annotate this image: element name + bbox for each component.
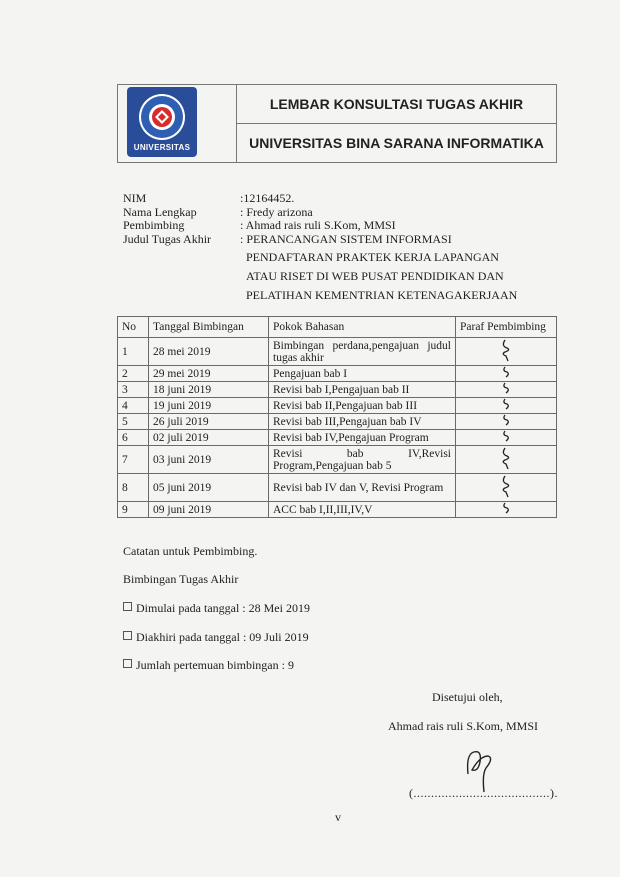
university-logo [127,87,197,157]
row-date: 09 juni 2019 [149,502,269,518]
checkbox-icon [123,659,132,668]
row-no: 9 [118,502,149,518]
table-row [118,446,557,474]
paraf-signature-icon [491,338,521,362]
thesis-title-line: PENDAFTARAN PRAKTEK KERJA LAPANGAN [246,250,499,265]
name-label: Nama Lengkap [123,204,197,219]
info-row-nim [123,192,550,206]
advisor-value: : Ahmad rais ruli S.Kom, MMSI [240,218,396,233]
row-no: 3 [118,382,149,398]
row-date: 19 juni 2019 [149,398,269,414]
row-signature [456,366,557,382]
paraf-signature-icon [491,446,521,470]
notes-start-item [123,601,310,616]
row-date: 05 juni 2019 [149,474,269,502]
row-topic: Revisi bab IV,Revisi Program,Pengajuan bab 5 [269,446,456,474]
row-signature [456,382,557,398]
approver-name: Ahmad rais ruli S.Kom, MMSI [388,719,538,733]
thesis-title-line: ATAU RISET DI WEB PUSAT PENDIDIKAN DAN [246,268,504,283]
table-header-row [118,317,557,338]
approved-by-label: Disetujui oleh, [432,690,503,704]
col-topic: Pokok Bahasan [269,317,456,338]
table-row [118,502,557,518]
table-row [118,414,557,430]
col-no: No [118,317,149,338]
row-no: 4 [118,398,149,414]
advisor-label: Pembimbing [123,218,185,233]
row-signature [456,414,557,430]
row-date: 26 juli 2019 [149,414,269,430]
col-signature: Paraf Pembimbing [456,317,557,338]
paraf-signature-icon [491,382,521,394]
logo-label: UNIVERSITAS [133,143,191,152]
row-signature [456,430,557,446]
row-no: 7 [118,446,149,474]
checkbox-icon [123,602,132,611]
row-signature [456,398,557,414]
notes-subheading: Bimbingan Tugas Akhir [123,572,239,586]
table-row [118,430,557,446]
checkbox-icon [123,631,132,640]
notes-start: Dimulai pada tanggal : 28 Mei 2019 [136,601,310,615]
university-name: UNIVERSITAS BINA SARANA INFORMATIKA [249,135,544,151]
row-date: 02 juli 2019 [149,430,269,446]
row-signature [456,446,557,474]
row-topic: Pengajuan bab I [269,366,456,382]
row-topic: Bimbingan perdana,pengajuan judul tugas akhir [269,338,456,366]
paraf-signature-icon [491,474,521,498]
table-row [118,474,557,502]
row-date: 03 juni 2019 [149,446,269,474]
row-date: 28 mei 2019 [149,338,269,366]
student-info [123,192,550,302]
notes-heading: Catatan untuk Pembimbing. [123,544,258,558]
paraf-signature-icon [491,414,521,426]
paraf-signature-icon [491,398,521,410]
info-row-title [123,233,550,302]
thesis-title-value [240,233,550,302]
row-signature [456,338,557,366]
paraf-signature-icon [491,366,521,378]
row-no: 5 [118,414,149,430]
row-no: 6 [118,430,149,446]
row-topic: Revisi bab I,Pengajuan bab II [269,382,456,398]
row-signature [456,474,557,502]
signature-line: (.......................................). [409,786,558,800]
name-value: : Fredy arizona [240,204,313,219]
thesis-title-line: : PERANCANGAN SISTEM INFORMASI [240,231,452,246]
thesis-title-line: PELATIHAN KEMENTRIAN KETENAGAKERJAAN [246,287,518,302]
col-date: Tanggal Bimbingan [149,317,269,338]
row-date: 29 mei 2019 [149,366,269,382]
thesis-title-label: Judul Tugas Akhir [123,231,212,246]
row-date: 18 juni 2019 [149,382,269,398]
title-cell [237,85,556,162]
nim-label: NIM [123,191,147,205]
table-row [118,366,557,382]
notes-end-item [123,630,309,645]
document-header [117,84,557,163]
nim-value: :12164452. [240,191,295,205]
row-topic: Revisi bab IV dan V, Revisi Program [269,474,456,502]
table-row [118,398,557,414]
row-topic: ACC bab I,II,III,IV,V [269,502,456,518]
row-topic: Revisi bab III,Pengajuan bab IV [269,414,456,430]
logo-emblem-icon [135,92,189,142]
info-row-advisor [123,219,550,233]
row-no: 1 [118,338,149,366]
table-row [118,338,557,366]
notes-end: Diakhiri pada tanggal : 09 Juli 2019 [136,630,309,644]
paraf-signature-icon [491,502,521,514]
consultation-table [117,316,557,518]
notes-meetings-item [123,658,294,673]
paraf-signature-icon [491,430,521,442]
row-topic: Revisi bab II,Pengajuan bab III [269,398,456,414]
row-no: 2 [118,366,149,382]
info-row-name [123,206,550,220]
table-row [118,382,557,398]
row-topic: Revisi bab IV,Pengajuan Program [269,430,456,446]
row-signature [456,502,557,518]
row-no: 8 [118,474,149,502]
logo-cell [118,85,237,162]
form-title: LEMBAR KONSULTASI TUGAS AKHIR [237,85,556,124]
notes-meetings: Jumlah pertemuan bimbingan : 9 [136,658,294,672]
page-marker: v [335,810,341,824]
